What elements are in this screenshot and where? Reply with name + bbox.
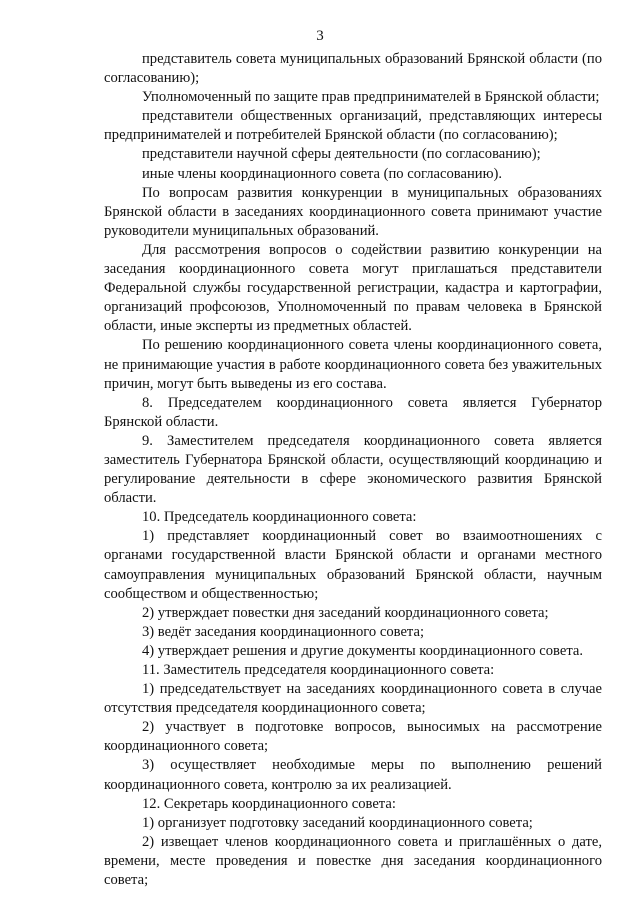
page-number: 3 — [316, 28, 324, 44]
paragraph-item-10-4: 4) утверждает решения и другие документы координационного совета. — [142, 642, 583, 659]
paragraph-item-10-heading: 10. Председатель координационного совета: — [142, 509, 417, 526]
paragraph-item-10-3: 3) ведёт заседания координационного совета; — [142, 623, 425, 640]
paragraph-item-8-chairman: 8. Председателем координационного совета является Губернатор Брянской области. — [104, 394, 602, 430]
paragraph-invited-experts: Для рассмотрения вопросов о содействии развитию конкуренции на заседания координационного совета могут приглашаться представители Федеральной службы государственной регистрации, кадастра и картографии, организаций профсоюзов, Уполномоченный по правам человека в Брянской области, иные эксперты из предметных областей. — [104, 241, 602, 335]
paragraph-item-12-heading: 12. Секретарь координационного совета: — [142, 795, 396, 812]
document-body — [104, 50, 602, 890]
paragraph-municipal-heads: По вопросам развития конкуренции в муниципальных образованиях Брянской области в заседаниях координационного совета принимают участие руководители муниципальных образований. — [104, 184, 602, 239]
paragraph-item-11-heading: 11. Заместитель председателя координационного совета: — [142, 662, 495, 678]
paragraph-item-10-1: 1) представляет координационный совет во взаимоотношениях с органами государственной власти Брянской области и органами местного самоуправления муниципальных образований Брянской области, научным сообществом и общественностью; — [104, 528, 602, 602]
paragraph-member-removal: По решению координационного совета члены координационного совета, не принимающие участия в работе координационного совета без уважительных причин, могут быть выведены из его состава. — [104, 337, 602, 392]
paragraph-item-12-2: 2) извещает членов координационного совета и приглашённых о дате, времени, месте проведения и повестке дня заседания координационного совета; — [104, 833, 602, 889]
paragraph-item-12-1: 1) организует подготовку заседаний координационного совета; — [142, 814, 533, 831]
paragraph-business-ombudsman: Уполномоченный по защите прав предпринимателей в Брянской области; — [142, 89, 600, 106]
paragraph-item-11-1: 1) председательствует на заседаниях координационного совета в случае отсутствия председателя координационного совета; — [104, 681, 602, 717]
paragraph-public-organizations: представители общественных организаций, представляющих интересы предпринимателей и потребителей Брянской области (по согласованию); — [104, 108, 602, 144]
paragraph-council-representative: представитель совета муниципальных образований Брянской области (по согласованию); — [104, 51, 602, 87]
paragraph-item-11-2: 2) участвует в подготовке вопросов, выносимых на рассмотрение координационного совета; — [104, 719, 602, 755]
paragraph-other-members: иные члены координационного совета (по согласованию). — [142, 165, 502, 182]
paragraph-item-10-2: 2) утверждает повестки дня заседаний координационного совета; — [142, 604, 549, 621]
paragraph-item-9-deputy: 9. Заместителем председателя координационного совета является заместитель Губернатора Брянской области, осуществляющий координацию и регулирование деятельности в сфере экономического развития Брянской области. — [104, 432, 602, 507]
paragraph-science-representatives: представители научной сферы деятельности (по согласованию); — [142, 146, 541, 163]
paragraph-item-11-3: 3) осуществляет необходимые меры по выполнению решений координационного совета, контролю за их реализацией. — [104, 757, 602, 793]
